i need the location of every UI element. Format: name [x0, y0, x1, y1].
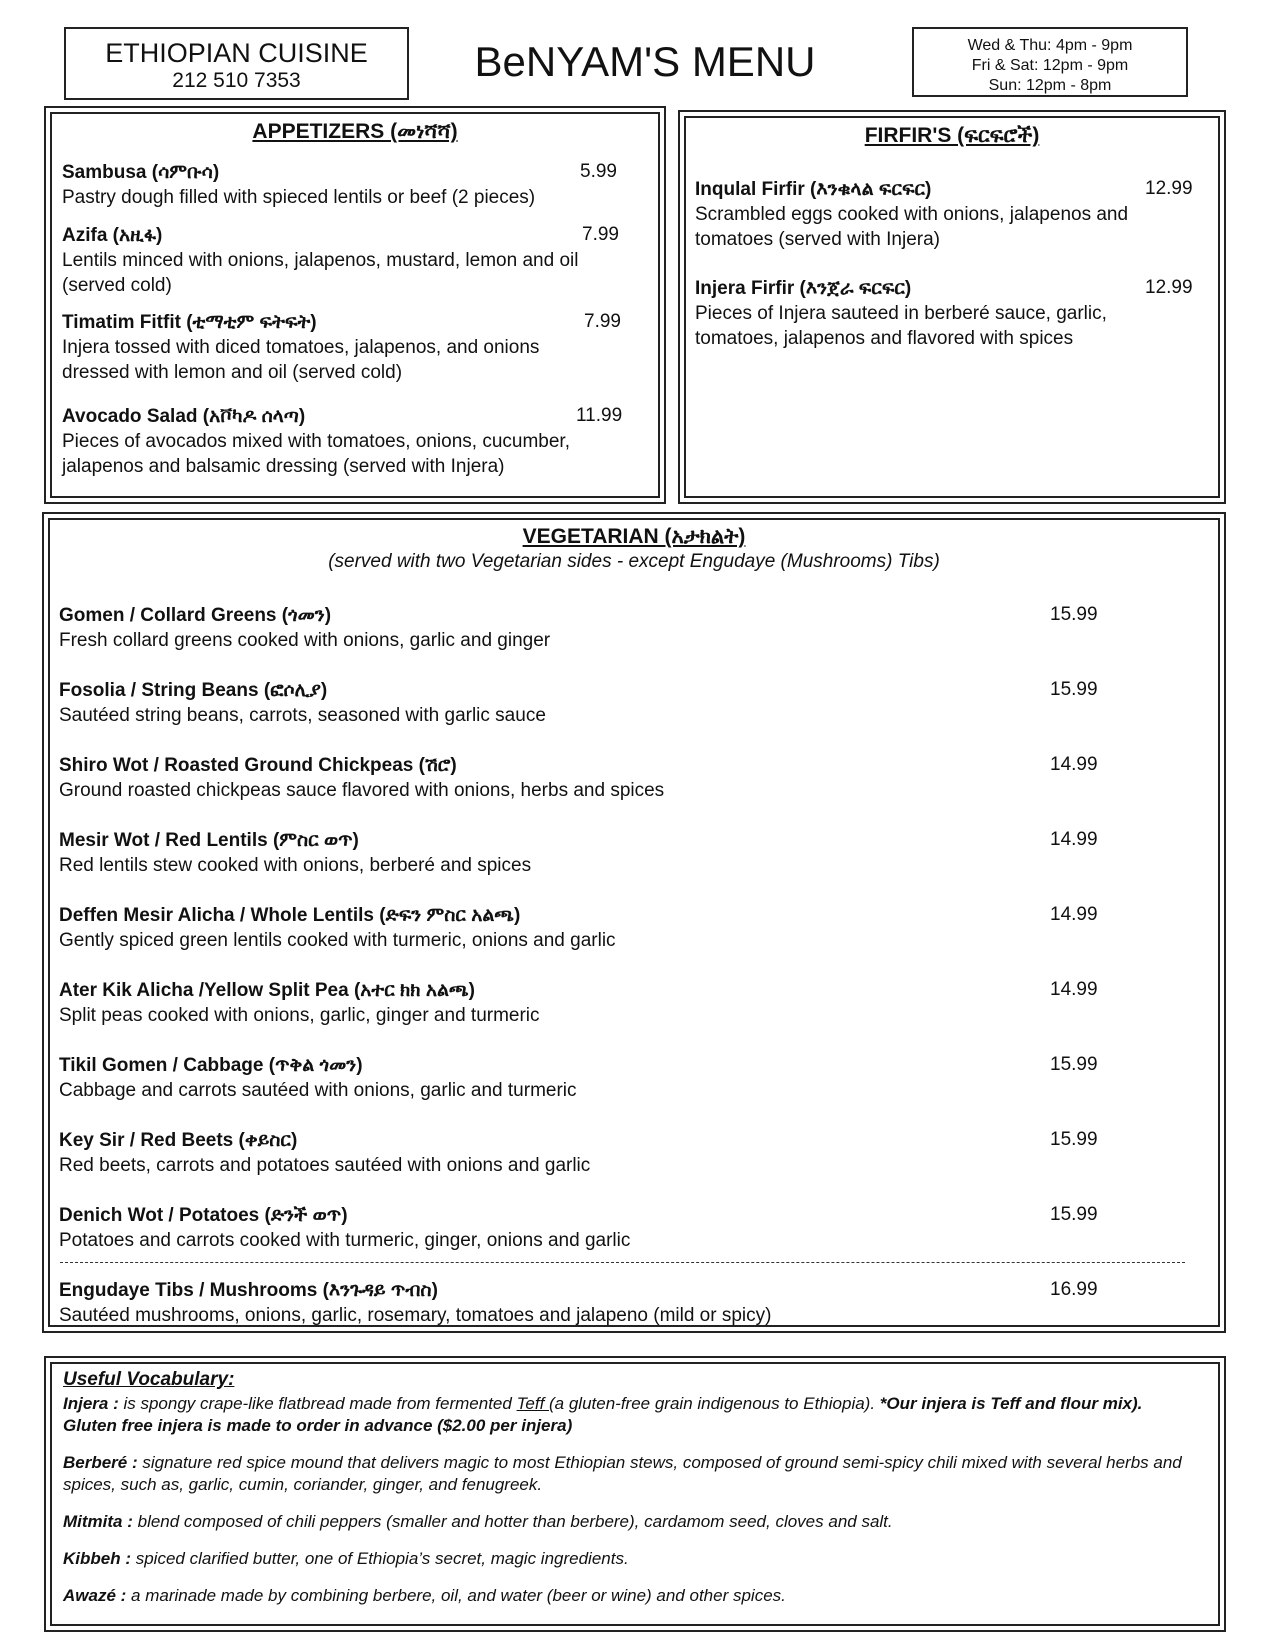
appetizer-price: 5.99 — [580, 161, 617, 182]
vegetarian-item: Fosolia / String Beans (ፎሶሊያ) Sautéed string beans, carrots, seasoned with garlic sauce — [59, 680, 546, 726]
vegetarian-item: Engudaye Tibs / Mushrooms (እንጉዳይ ጥብስ) Sautéed mushrooms, onions, garlic, rosemary, tomatoes and jalapeno (mild or spicy) — [59, 1280, 772, 1326]
vegetarian-price: 14.99 — [1050, 829, 1098, 850]
vegetarian-price: 14.99 — [1050, 979, 1098, 1000]
firfir-price: 12.99 — [1145, 277, 1193, 298]
vocab-mitmita: Mitmita : blend composed of chili peppers (smaller and hotter than berbere), cardamom seed, cloves and salt. — [63, 1512, 893, 1531]
appetizer-price: 11.99 — [576, 405, 623, 426]
vegetarian-price: 15.99 — [1050, 1129, 1098, 1150]
vocab-awaze: Awazé : a marinade made by combining berbere, oil, and water (beer or wine) and other spices. — [63, 1586, 786, 1605]
vegetarian-item: Ater Kik Alicha /Yellow Split Pea (አተር ክክ አልጫ) Split peas cooked with onions, garlic, ginger and turmeric — [59, 980, 540, 1026]
appetizer-item: Avocado Salad (አቮካዶ ሰላጣ) Pieces of avocados mixed with tomatoes, onions, cucumber, jalapenos and balsamic dressing (served with Injera) — [62, 406, 570, 477]
dashed-divider — [60, 1262, 1185, 1263]
vegetarian-item: Tikil Gomen / Cabbage (ጥቅል ጎመን) Cabbage and carrots sautéed with onions, garlic and turmeric — [59, 1055, 577, 1101]
vegetarian-price: 15.99 — [1050, 604, 1098, 625]
appetizer-item: Sambusa (ሳምቡሳ) Pastry dough filled with spieced lentils or beef (2 pieces) — [62, 162, 536, 208]
vocab-kibbeh: Kibbeh : spiced clarified butter, one of Ethiopia’s secret, magic ingredients. — [63, 1549, 629, 1568]
appetizer-item: Timatim Fitfit (ቲማቲም ፍትፍት) Injera tossed with diced tomatoes, jalapenos, and onions dressed with lemon and oil (served cold) — [62, 312, 540, 383]
vegetarian-price: 14.99 — [1050, 904, 1098, 925]
vegetarian-item: Gomen / Collard Greens (ጎመን) Fresh collard greens cooked with onions, garlic and ginger — [59, 605, 551, 651]
appetizer-price: 7.99 — [584, 311, 621, 332]
cuisine-label: ETHIOPIAN CUISINE — [105, 38, 368, 68]
vegetarian-price: 16.99 — [1050, 1279, 1098, 1300]
hours-sun: Sun: 12pm - 8pm — [988, 77, 1112, 94]
vegetarian-price: 14.99 — [1050, 754, 1098, 775]
vegetarian-item: Key Sir / Red Beets (ቀይስር) Red beets, carrots and potatoes sautéed with onions and garlic — [59, 1130, 591, 1176]
vegetarian-subtitle: (served with two Vegetarian sides - except Engudaye (Mushrooms) Tibs) — [328, 551, 940, 572]
vegetarian-item: Shiro Wot / Roasted Ground Chickpeas (ሽሮ) Ground roasted chickpeas sauce flavored with onions, herbs and spices — [59, 755, 665, 801]
vegetarian-price: 15.99 — [1050, 679, 1098, 700]
vegetarian-price: 15.99 — [1050, 1204, 1098, 1225]
firfir-item: Injera Firfir (እንጀራ ፍርፍር) Pieces of Injera sauteed in berberé sauce, garlic, tomatoes, jalapenos and flavored with spices — [695, 278, 1107, 349]
vegetarian-item: Deffen Mesir Alicha / Whole Lentils (ድፍን ምስር አልጫ) Gently spiced green lentils cooked with turmeric, onions and garlic — [59, 905, 616, 951]
vocabulary-title: Useful Vocabulary: — [63, 1369, 235, 1390]
hours-box — [912, 27, 1188, 97]
vegetarian-price: 15.99 — [1050, 1054, 1098, 1075]
hours-fri-sat: Fri & Sat: 12pm - 9pm — [971, 57, 1129, 74]
appetizers-title: APPETIZERS (መነሻሻ) — [252, 120, 458, 143]
cuisine-box — [64, 27, 409, 100]
firfirs-title: FIRFIR'S (ፍርፍሮች) — [864, 124, 1040, 147]
vocab-injera: Injera : is spongy crape-like flatbread made from fermented Teff (a gluten-free grain indigenous to Ethiopia). *Our injera is Teff and flour mix). Gluten free injera is made to order in advance ($2.00 per injera) — [63, 1394, 1143, 1435]
vegetarian-item: Denich Wot / Potatoes (ድንች ወጥ) Potatoes and carrots cooked with turmeric, ginger, onions and garlic — [59, 1205, 631, 1251]
phone-number: 212 510 7353 — [172, 69, 301, 92]
firfir-price: 12.99 — [1145, 178, 1193, 199]
vocab-berbere: Berberé : signature red spice mound that delivers magic to most Ethiopian stews, composed of ground semi-spicy chili mixed with several herbs and spices, such as, garlic, cumin, coriander, ginger, and fenugreek. — [63, 1453, 1182, 1494]
menu-title: BeNYAM'S MENU — [474, 38, 816, 85]
firfir-item: Inqulal Firfir (እንቁላል ፍርፍር) Scrambled eggs cooked with onions, jalapenos and tomatoes (served with Injera) — [695, 179, 1129, 250]
vegetarian-title: VEGETARIAN (አታክልት) — [522, 525, 746, 548]
vocabulary-content — [63, 1369, 1183, 1607]
appetizer-price: 7.99 — [582, 224, 619, 245]
vegetarian-item: Mesir Wot / Red Lentils (ምስር ወጥ) Red lentils stew cooked with onions, berberé and spices — [59, 830, 532, 876]
appetizer-item: Azifa (አዚፋ) Lentils minced with onions, jalapenos, mustard, lemon and oil (served cold) — [62, 225, 579, 296]
hours-wed-thu: Wed & Thu: 4pm - 9pm — [967, 37, 1133, 54]
